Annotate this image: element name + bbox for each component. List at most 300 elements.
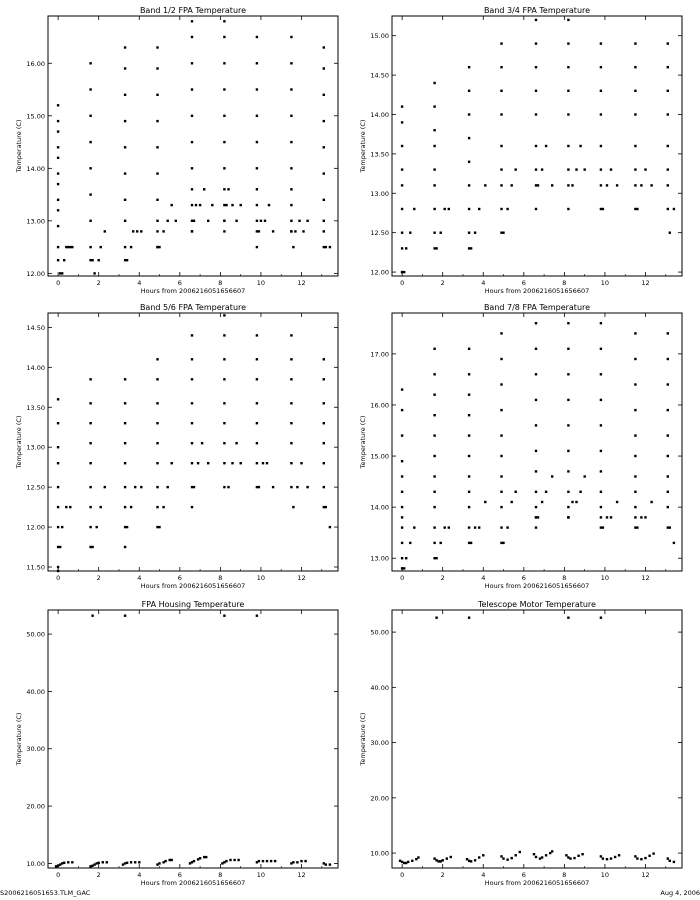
data-point [667,184,669,186]
data-point [302,230,304,232]
data-point [57,209,59,211]
data-point [258,860,260,862]
data-point [484,184,486,186]
data-point [237,859,239,861]
data-point [567,145,569,147]
data-point [223,314,225,316]
data-point [468,66,470,68]
y-tick-label: 10.00 [370,849,389,858]
data-point [292,861,294,863]
data-point [433,434,435,436]
y-tick-label: 13.50 [370,150,389,159]
data-point [191,442,193,444]
data-point [124,402,126,404]
data-point [294,230,296,232]
data-point [565,854,567,856]
data-point [57,865,59,867]
data-point [433,232,435,234]
x-tick-label: 4 [481,574,486,582]
data-point [433,506,435,508]
data-point [567,90,569,92]
data-point [551,184,553,186]
plot-frame [48,16,338,276]
chart-panel-3 [15,303,338,590]
data-point [667,208,669,210]
data-point [435,617,437,619]
chart-panel-1 [15,6,338,295]
data-point [57,199,59,201]
data-point [156,199,158,201]
data-point [567,506,569,508]
data-point [502,232,504,234]
data-point [233,859,235,861]
data-point [446,857,448,859]
data-point [551,475,553,477]
data-point [156,422,158,424]
x-tick-label: 10 [600,279,610,287]
data-point [634,42,636,44]
data-point [132,230,134,232]
data-point [223,88,225,90]
data-point [468,90,470,92]
data-point [636,526,638,528]
data-point [323,462,325,464]
data-point [468,348,470,350]
data-point [500,42,502,44]
y-tick-label: 12.00 [26,269,45,278]
data-point [89,246,91,248]
data-point [652,852,654,854]
data-point [567,66,569,68]
data-point [634,358,636,360]
data-point [515,168,517,170]
data-point [124,546,126,548]
x-tick-label: 2 [96,574,101,582]
data-point [515,854,517,856]
data-point [606,184,608,186]
data-point [600,470,602,472]
x-tick-label: 8 [562,871,567,879]
data-point [134,861,136,863]
data-point [124,120,126,122]
data-point [640,516,642,518]
data-point [600,322,602,324]
data-point [401,460,403,462]
data-point [223,615,225,617]
data-point [500,434,502,436]
data-point [667,332,669,334]
x-tick-label: 10 [600,871,610,879]
data-point [545,145,547,147]
data-point [205,856,207,858]
data-point [124,199,126,201]
data-point [511,857,513,859]
data-point [401,491,403,493]
data-point [167,486,169,488]
y-tick-label: 10.00 [26,859,45,868]
chart-panel-6 [359,600,682,887]
y-tick-label: 14.00 [370,503,389,512]
data-point [256,615,258,617]
data-point [401,475,403,477]
y-tick-label: 30.00 [370,739,389,748]
data-point [69,506,71,508]
data-point [667,383,669,385]
data-point [401,516,403,518]
data-point [290,167,292,169]
data-point [256,442,258,444]
data-point [258,230,260,232]
x-tick-label: 12 [297,871,306,879]
y-axis-label: Temperature (C) [359,119,367,173]
data-point [433,105,435,107]
data-point [435,557,437,559]
data-point [667,113,669,115]
data-point [634,90,636,92]
data-point [197,462,199,464]
data-point [256,36,258,38]
data-point [89,88,91,90]
data-point [67,861,69,863]
data-point [401,271,403,273]
data-point [401,567,403,569]
data-point [156,506,158,508]
data-point [468,161,470,163]
data-point [602,857,604,859]
data-point [191,358,193,360]
data-point [433,373,435,375]
plot-frame [48,610,338,868]
data-point [98,259,100,261]
y-tick-label: 14.00 [26,164,45,173]
data-point [89,486,91,488]
data-point [323,230,325,232]
data-point [296,486,298,488]
data-point [618,854,620,856]
y-tick-label: 14.00 [26,363,45,372]
data-point [468,475,470,477]
data-point [500,475,502,477]
data-point [450,856,452,858]
chart-panel-2 [359,6,682,295]
data-point [207,220,209,222]
data-point [405,247,407,249]
data-point [545,491,547,493]
data-point [223,20,225,22]
data-point [223,115,225,117]
data-point [270,860,272,862]
data-point [156,146,158,148]
data-point [156,462,158,464]
y-tick-label: 14.50 [370,71,389,80]
data-point [667,358,669,360]
data-point [634,113,636,115]
data-point [89,115,91,117]
data-point [401,168,403,170]
data-point [600,450,602,452]
data-point [500,455,502,457]
data-point [57,246,59,248]
chart-panel-4 [359,303,682,590]
data-point [401,232,403,234]
data-point [290,62,292,64]
data-point [124,422,126,424]
data-point [266,860,268,862]
data-point [256,462,258,464]
data-point [323,402,325,404]
x-tick-label: 2 [440,871,445,879]
data-point [304,860,306,862]
data-point [323,172,325,174]
data-point [403,567,405,569]
data-point [500,409,502,411]
data-point [610,516,612,518]
data-point [541,501,543,503]
data-point [57,422,59,424]
data-point [502,857,504,859]
data-point [500,184,502,186]
data-point [401,184,403,186]
chart-panel-5 [15,600,338,887]
data-point [290,442,292,444]
y-axis-label: Temperature (C) [15,119,23,173]
data-point [667,409,669,411]
data-point [223,358,225,360]
data-point [158,862,160,864]
data-point [61,272,63,274]
data-point [290,334,292,336]
data-point [600,491,602,493]
data-point [258,486,260,488]
data-point [567,373,569,375]
data-point [470,542,472,544]
data-point [227,188,229,190]
y-tick-label: 12.00 [370,268,389,277]
data-point [71,246,73,248]
data-point [124,94,126,96]
data-point [579,491,581,493]
data-point [122,863,124,865]
data-point [648,855,650,857]
data-point [567,168,569,170]
data-point [478,526,480,528]
data-point [193,220,195,222]
data-point [401,861,403,863]
x-tick-label: 10 [256,574,266,582]
data-point [323,67,325,69]
data-point [474,859,476,861]
data-point [667,857,669,859]
data-point [89,526,91,528]
data-point [500,383,502,385]
data-point [89,220,91,222]
data-point [124,462,126,464]
data-point [57,183,59,185]
x-tick-label: 6 [177,871,182,879]
data-point [156,94,158,96]
data-point [323,220,325,222]
data-point [130,861,132,863]
data-point [130,506,132,508]
data-point [223,861,225,863]
data-point [323,358,325,360]
x-tick-label: 2 [96,871,101,879]
data-point [600,855,602,857]
x-tick-label: 0 [400,279,405,287]
data-point [567,19,569,21]
data-point [468,506,470,508]
data-point [89,422,91,424]
data-point [256,246,258,248]
data-point [535,856,537,858]
data-point [290,230,292,232]
y-axis-label: Temperature (C) [15,415,23,469]
data-point [65,506,67,508]
data-point [600,399,602,401]
data-point [474,232,476,234]
data-point [256,402,258,404]
data-point [401,434,403,436]
data-point [600,506,602,508]
data-point [401,506,403,508]
data-point [274,860,276,862]
data-point [535,373,537,375]
data-point [433,82,435,84]
x-tick-label: 6 [177,574,182,582]
data-point [223,220,225,222]
y-axis-label: Temperature (C) [359,415,367,469]
data-point [515,491,517,493]
data-point [535,322,537,324]
data-point [158,246,160,248]
data-point [468,113,470,115]
data-point [167,220,169,222]
data-point [569,857,571,859]
data-point [89,442,91,444]
x-tick-label: 0 [400,574,405,582]
data-point [602,526,604,528]
data-point [644,168,646,170]
data-point [468,414,470,416]
data-point [57,172,59,174]
data-point [290,358,292,360]
data-point [89,378,91,380]
data-point [634,168,636,170]
data-point [100,246,102,248]
data-point [124,46,126,48]
data-point [567,42,569,44]
data-point [537,516,539,518]
data-point [89,506,91,508]
x-tick-label: 6 [521,871,526,879]
data-point [223,442,225,444]
y-tick-label: 30.00 [26,745,45,754]
data-point [223,62,225,64]
data-point [640,184,642,186]
data-point [511,501,513,503]
data-point [191,204,193,206]
data-point [171,859,173,861]
data-point [323,378,325,380]
data-point [191,188,193,190]
data-point [104,486,106,488]
data-point [577,855,579,857]
data-point [329,246,331,248]
data-point [126,526,128,528]
data-point [448,208,450,210]
data-point [156,120,158,122]
x-axis-label: Hours from 2006216051656607 [484,287,590,295]
data-point [124,442,126,444]
data-point [567,516,569,518]
data-point [667,434,669,436]
y-tick-label: 17.00 [370,350,389,359]
y-tick-label: 50.00 [370,628,389,637]
x-axis-label: Hours from 2006216051656607 [140,582,246,590]
data-point [541,168,543,170]
data-point [433,542,435,544]
data-point [323,94,325,96]
data-point [614,856,616,858]
data-point [57,225,59,227]
data-point [57,566,59,568]
data-point [474,526,476,528]
data-point [290,378,292,380]
data-point [162,230,164,232]
data-point [240,462,242,464]
data-point [223,167,225,169]
y-tick-label: 11.50 [26,563,45,572]
data-point [482,854,484,856]
data-point [500,332,502,334]
data-point [93,272,95,274]
data-point [575,168,577,170]
data-point [401,121,403,123]
data-point [433,184,435,186]
x-tick-label: 8 [562,574,567,582]
x-tick-label: 8 [562,279,567,287]
data-point [235,442,237,444]
y-tick-label: 13.00 [370,189,389,198]
data-point [478,208,480,210]
data-point [673,861,675,863]
data-point [256,334,258,336]
x-tick-label: 6 [177,279,182,287]
data-point [466,858,468,860]
data-point [89,141,91,143]
y-tick-label: 15.00 [370,452,389,461]
data-point [667,168,669,170]
data-point [468,373,470,375]
y-tick-label: 13.00 [26,217,45,226]
data-point [272,486,274,488]
data-point [401,557,403,559]
data-point [537,184,539,186]
data-point [57,462,59,464]
data-point [191,506,193,508]
data-point [175,220,177,222]
data-point [650,184,652,186]
data-point [256,358,258,360]
data-point [162,506,164,508]
y-tick-label: 50.00 [26,630,45,639]
data-point [600,145,602,147]
data-point [199,857,201,859]
y-tick-label: 13.50 [26,403,45,412]
data-point [405,557,407,559]
data-point [567,424,569,426]
y-tick-label: 13.00 [26,443,45,452]
